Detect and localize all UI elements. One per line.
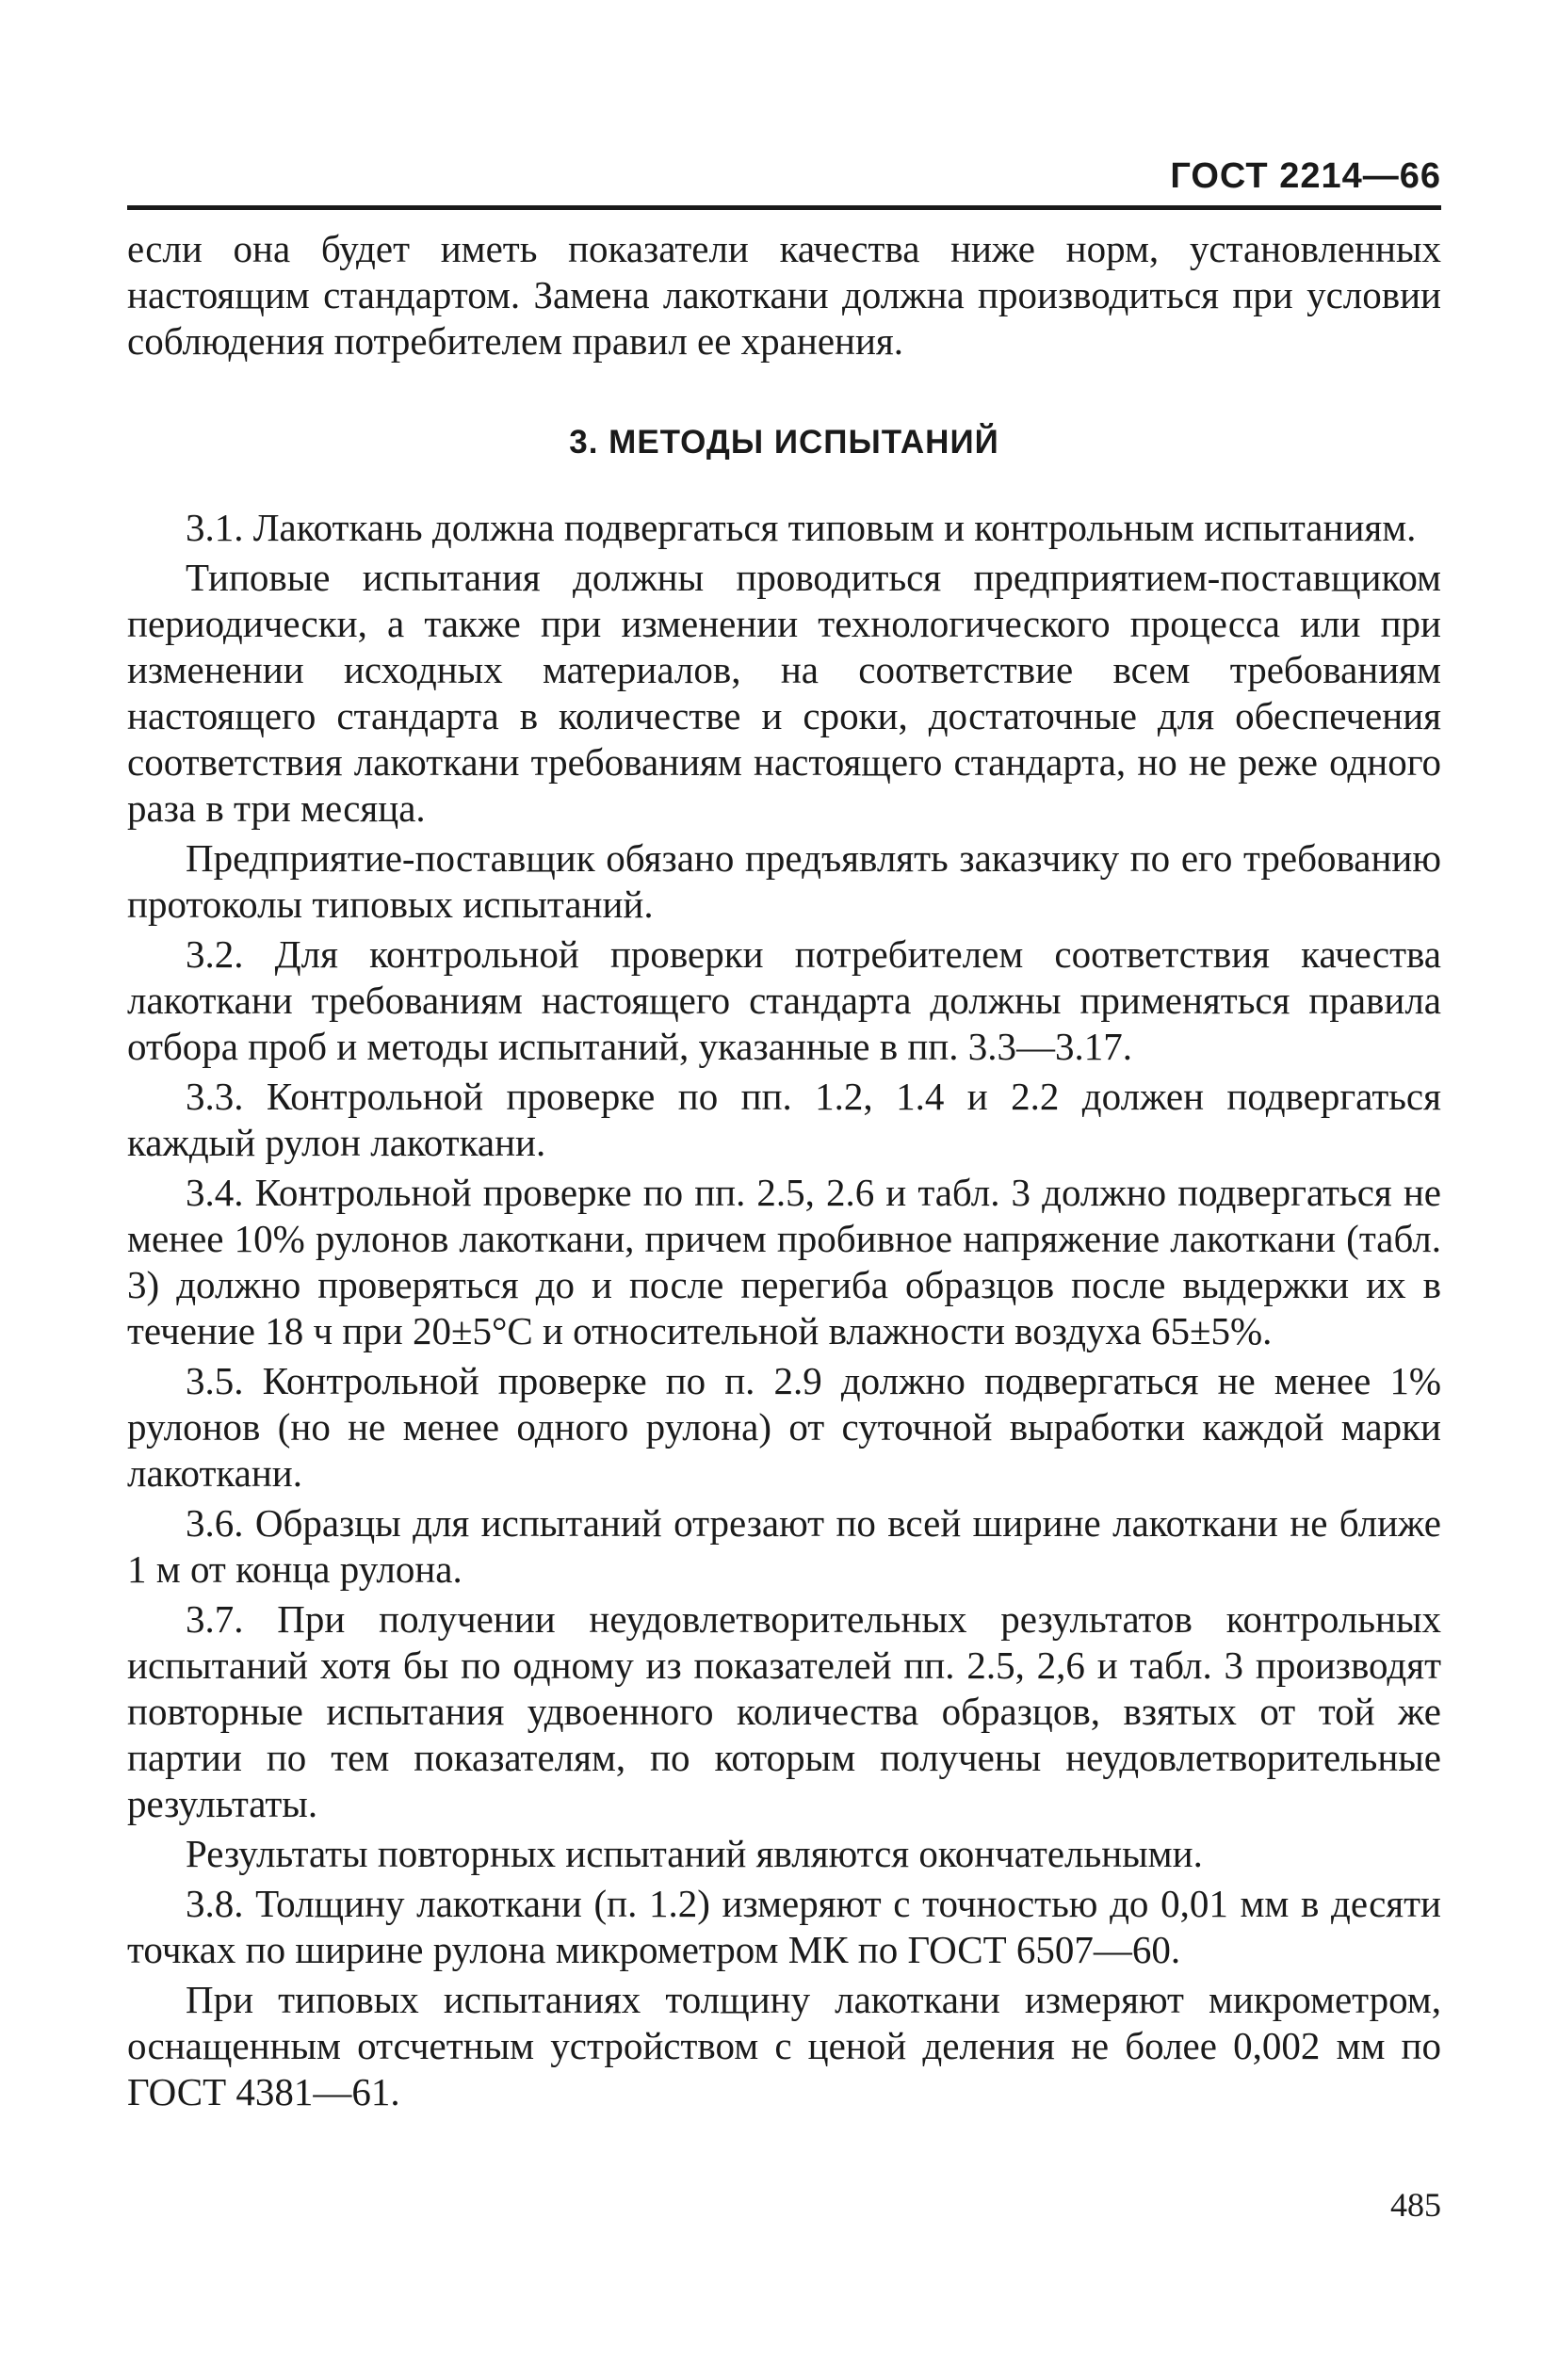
paragraph-typical-tests: Типовые испытания должны проводиться предприятием-поставщиком периодически, а также при изменении технологического процесса или при изменении исходных материалов, на соответствие всем требованиям настоящего стандарта в количестве и сроки, достаточные для обеспечения соответствия лакоткани требованиям настоящего стандарта, но не реже одного раза в три месяца. [127,556,1441,830]
paragraph-3-3: 3.3. Контрольной проверке по пп. 1.2, 1.4 и 2.2 должен подвергаться каждый рулон лакоткани. [127,1075,1441,1164]
section-heading: 3. МЕТОДЫ ИСПЫТАНИЙ [569,424,999,461]
document-body [127,226,1441,2115]
paragraph-3-7: 3.7. При получении неудовлетворительных результатов контрольных испытаний хотя бы по одному из показателей пп. 2.5, 2,6 и табл. 3 производят повторные испытания удвоенного количества образцов, взятых от той же партии по тем показателям, по которым получены неудовлетворительные результаты. [127,1597,1441,1825]
page-header [127,151,1441,205]
paragraph-micrometer: При типовых испытаниях толщину лакоткани измеряют микрометром, оснащенным отсчетным устройством с ценой деления не более 0,002 мм по ГОСТ 4381—61. [127,1978,1441,2113]
document-page [127,151,1441,2224]
header-rule [127,205,1441,210]
paragraph-3-4: 3.4. Контрольной проверке по пп. 2.5, 2.6 и табл. 3 должно подвергаться не менее 10% рулонов лакоткани, причем пробивное напряжение лакоткани (табл. 3) должно проверяться до и после перегиба образцов после выдержки их в течение 18 ч при 20±5°С и относительной влажности воздуха 65±5%. [127,1171,1441,1352]
paragraph-3-1: 3.1. Лакоткань должна подвергаться типовым и контрольным испытаниям. [186,506,1417,549]
document-code: ГОСТ 2214—66 [1170,156,1441,196]
paragraph-3-8: 3.8. Толщину лакоткани (п. 1.2) измеряют с точностью до 0,01 мм в десяти точках по ширине рулона микрометром МК по ГОСТ 6507—60. [127,1882,1441,1971]
paragraph-3-6: 3.6. Образцы для испытаний отрезают по всей ширине лакоткани не ближе 1 м от конца рулона. [127,1501,1441,1591]
intro-paragraph: если она будет иметь показатели качества ниже норм, установленных настоящим стандартом. Замена лакоткани должна производиться при условии соблюдения потребителем правил ее хранения. [127,227,1441,363]
paragraph-repeat-results: Результаты повторных испытаний являются окончательными. [186,1832,1203,1875]
paragraph-3-2: 3.2. Для контрольной проверки потребителем соответствия качества лакоткани требованиям настоящего стандарта должны применяться правила отбора проб и методы испытаний, указанные в пп. 3.3—3.17. [127,932,1441,1068]
page-number: 485 [1390,2186,1441,2224]
paragraph-3-5: 3.5. Контрольной проверке по п. 2.9 должно подвергаться не менее 1% рулонов (но не менее одного рулона) от суточной выработки каждой марки лакоткани. [127,1359,1441,1495]
paragraph-supplier-protocols: Предприятие-поставщик обязано предъявлять заказчику по его требованию протоколы типовых испытаний. [127,836,1441,926]
